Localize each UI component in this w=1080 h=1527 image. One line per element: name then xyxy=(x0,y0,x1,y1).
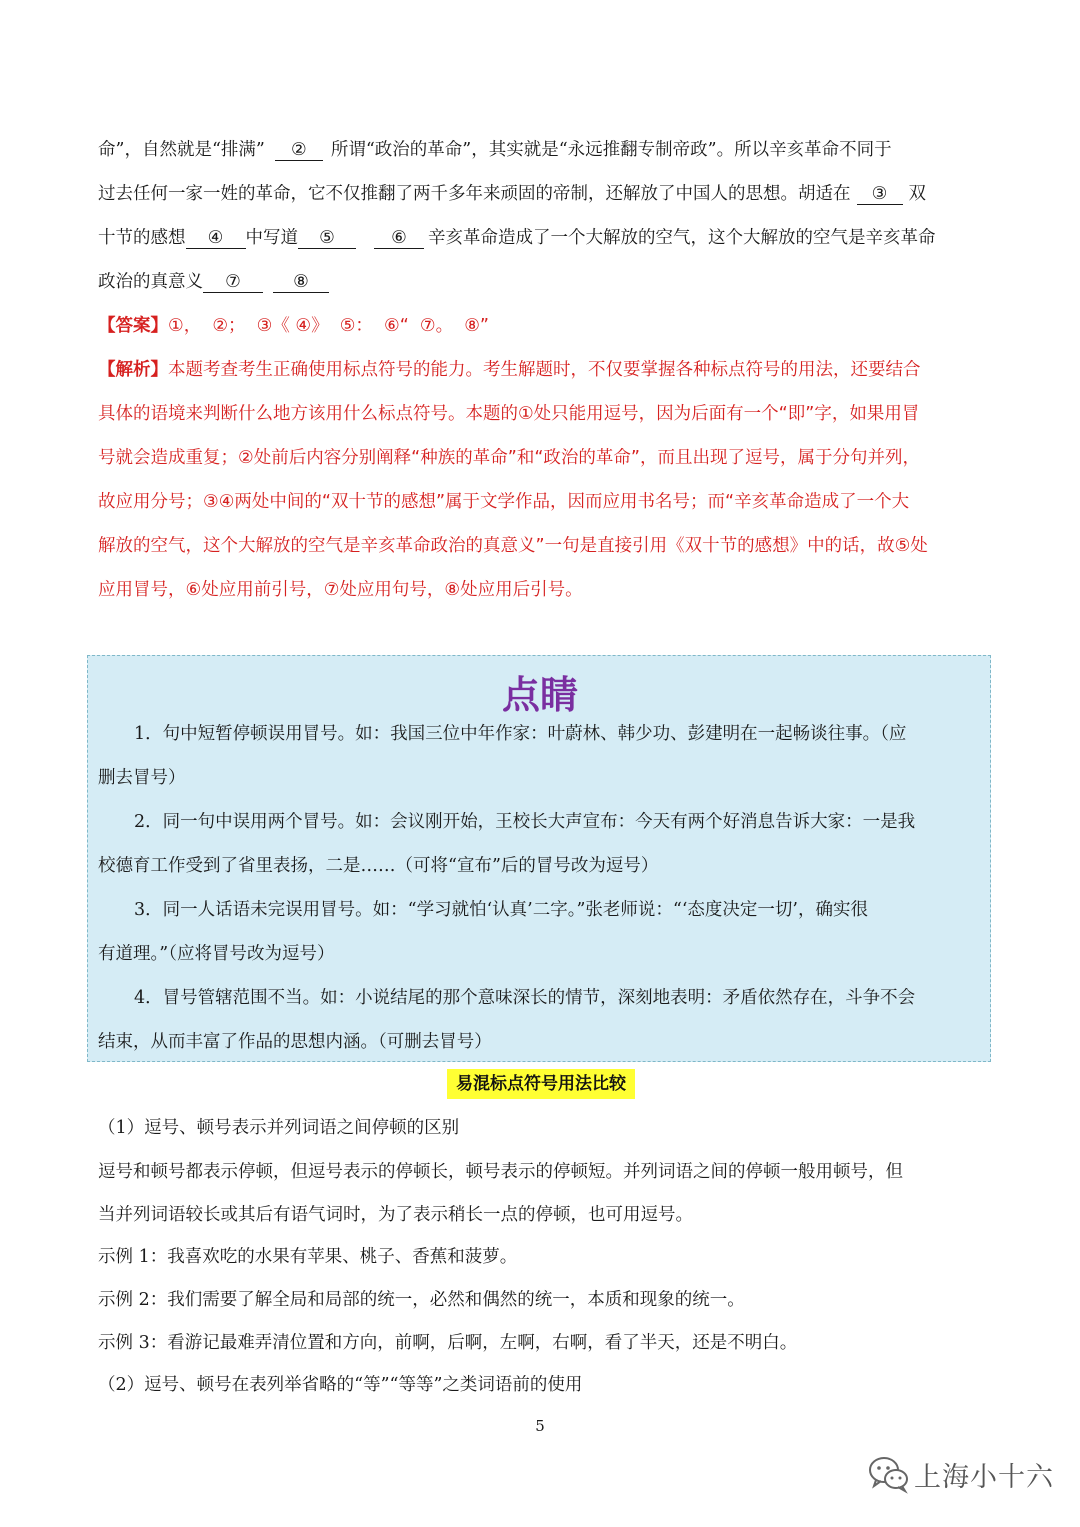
analysis-line-4: 故应用分号；③④两处中间的“双十节的感想”属于文学作品，因而应用书名号；而“辛亥革命造成了一个大 xyxy=(98,492,910,512)
para1-line4: 政治的真意义 ⑦ ⑧ xyxy=(98,270,982,294)
analysis-line-3: 号就会造成重复；②处前后内容分别阐释“种族的革命”和“政治的革命”，而且出现了逗号，属于分句并列， xyxy=(98,448,920,468)
para1-line3: 十节的感想 ④ 中写道 ⑤ ⑥ 辛亥革命造成了一个大解放的空气，这个大解放的空气是辛亥革命 xyxy=(98,228,936,248)
answer-text: ①， ②； ③《 ④》 ⑤： ⑥“ ⑦。 ⑧” xyxy=(168,316,489,336)
tip-line-7: 4．冒号管辖范围不当。如：小说结尾的那个意味深长的情节，深刻地表明：矛盾依然存在，斗争不会 xyxy=(134,988,916,1008)
compare-line-4: 示例 1：我喜欢吃的水果有苹果、桃子、香蕉和菠萝。 xyxy=(98,1247,518,1267)
watermark xyxy=(868,1452,1054,1496)
analysis-line-5: 解放的空气，这个大解放的空气是辛亥革命政治的真意义”一句是直接引用《双十节的感想》中的话，故⑤处 xyxy=(98,536,928,556)
tip-line-4: 校德育工作受到了省里表扬，二是……（可将“宣布”后的冒号改为逗号） xyxy=(98,856,659,876)
blank-7: ⑦ xyxy=(203,272,263,293)
blank-6: ⑥ xyxy=(374,228,424,249)
analysis-label: 【解析】 xyxy=(98,360,168,380)
compare-title: 易混标点符号用法比较 xyxy=(447,1069,635,1099)
analysis-line-6: 应用冒号，⑥处应用前引号，⑦处应用句号，⑧处应用后引号。 xyxy=(98,580,583,600)
blank-8: ⑧ xyxy=(273,272,329,293)
para1-line2: 过去任何一家一姓的革命，它不仅推翻了两千多年来顽固的帝制，还解放了中国人的思想。胡适在 ③ 双 xyxy=(98,184,926,204)
blank-4: ④ xyxy=(186,228,246,249)
tip-title: 点睛 xyxy=(501,673,578,717)
blank-2: ② xyxy=(275,140,323,161)
compare-line-6: 示例 3：看游记最难弄清位置和方向，前啊，后啊，左啊，右啊，看了半天，还是不明白。 xyxy=(98,1333,798,1353)
compare-line-2: 逗号和顿号都表示停顿，但逗号表示的停顿长，顿号表示的停顿短。并列词语之间的停顿一般用顿号，但 xyxy=(98,1162,903,1182)
tip-line-1: 1．句中短暂停顿误用冒号。如：我国三位中年作家：叶蔚林、韩少功、彭建明在一起畅谈往事。（应 xyxy=(134,724,907,744)
answer-line xyxy=(98,314,982,338)
tip-line-6: 有道理。”（应将冒号改为逗号） xyxy=(98,944,335,964)
para1-line1: 命”，自然就是“排满” ② 所谓“政治的革命”，其实就是“永远推翻专制帝政”。所以辛亥革命不同于 xyxy=(98,140,892,160)
watermark-text: 上海小十六 xyxy=(914,1461,1054,1493)
answer-label: 【答案】 xyxy=(98,316,168,336)
wechat-icon xyxy=(868,1454,910,1494)
page-number: 5 xyxy=(535,1417,545,1435)
tip-line-3: 2．同一句中误用两个冒号。如：会议刚开始，王校长大声宣布：今天有两个好消息告诉大家：一是我 xyxy=(134,812,916,832)
compare-line-5: 示例 2：我们需要了解全局和局部的统一，必然和偶然的统一，本质和现象的统一。 xyxy=(98,1290,745,1310)
analysis-line-2: 具体的语境来判断什么地方该用什么标点符号。本题的①处只能用逗号，因为后面有一个“即”字，如果用冒 xyxy=(98,404,920,424)
compare-line-3: 当并列词语较长或其后有语气词时，为了表示稍长一点的停顿，也可用逗号。 xyxy=(98,1205,693,1225)
tip-line-5: 3．同一人话语未完误用冒号。如：“学习就怕‘认真’二字。”张老师说：“‘态度决定一切’，确实很 xyxy=(134,900,868,920)
compare-line-7: （2）逗号、顿号在表列举省略的“等”“等等”之类词语前的使用 xyxy=(98,1375,583,1395)
compare-line-1: （1）逗号、顿号表示并列词语之间停顿的区别 xyxy=(98,1118,460,1138)
analysis-line-1: 【解析】本题考查考生正确使用标点符号的能力。考生解题时，不仅要掌握各种标点符号的用法，还要结合 xyxy=(98,360,921,380)
tip-line-8: 结束，从而丰富了作品的思想内涵。（可删去冒号） xyxy=(98,1032,492,1052)
blank-3: ③ xyxy=(857,184,903,205)
tip-line-2: 删去冒号） xyxy=(98,768,186,788)
blank-5: ⑤ xyxy=(298,228,356,249)
